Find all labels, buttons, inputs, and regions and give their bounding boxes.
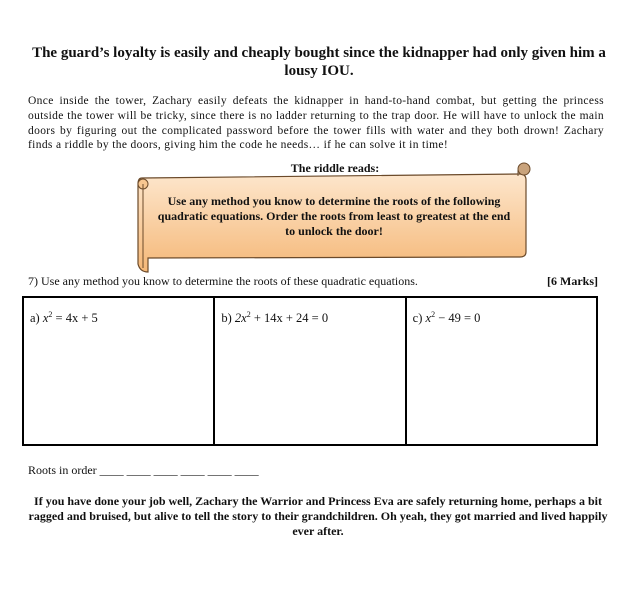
riddle-label: The riddle reads: xyxy=(290,161,380,175)
equation-c: c) $x^2 - 49 = 0$ xyxy=(412,310,481,326)
page-heading: The guard’s loyalty is easily and cheaply bought since the kidnapper had only given him a lousy IOU. xyxy=(32,45,606,79)
work-cell-b[interactable] xyxy=(214,297,405,445)
riddle-scroll xyxy=(134,160,534,275)
marks-badge: [6 Marks] xyxy=(547,274,598,288)
question-7 xyxy=(28,274,598,289)
closing-paragraph: If you have done your job well, Zachary the Warrior and Princess Eva are safely returning home, perhaps a bit ragged and bruised, but alive to tell the story to their grandchildren. Oh yeah, they got married and lived happily ever after. xyxy=(28,494,608,538)
riddle-text: Use any method you know to determine the roots of the following quadratic equations. Order the roots from least to greatest at the end to unlock the door! xyxy=(157,194,511,238)
question-text: 7) Use any method you know to determine the roots of these quadratic equations. xyxy=(28,274,418,288)
work-cell-c[interactable] xyxy=(406,297,597,445)
equation-b: b) $2x^2 + 14x + 24 = 0$ xyxy=(221,310,329,326)
story-paragraph: Once inside the tower, Zachary easily defeats the kidnapper in hand-to-hand combat, but getting the princess outside the tower will be tricky, since there is no ladder returning to the trap door. He will have to unlock the main doors by figuring out the complicated password before the tower fills with water and they both drown! Zachary finds a riddle by the doors, giving him the code he needs… if he can solve it in time! xyxy=(28,95,604,152)
equation-a: a) $x^2 = 4x + 5$ xyxy=(30,310,98,326)
work-table xyxy=(22,296,598,446)
work-cell-a[interactable] xyxy=(23,297,214,445)
roots-answer-line[interactable]: Roots in order ____ ____ ____ ____ ____ ____ xyxy=(28,463,259,477)
